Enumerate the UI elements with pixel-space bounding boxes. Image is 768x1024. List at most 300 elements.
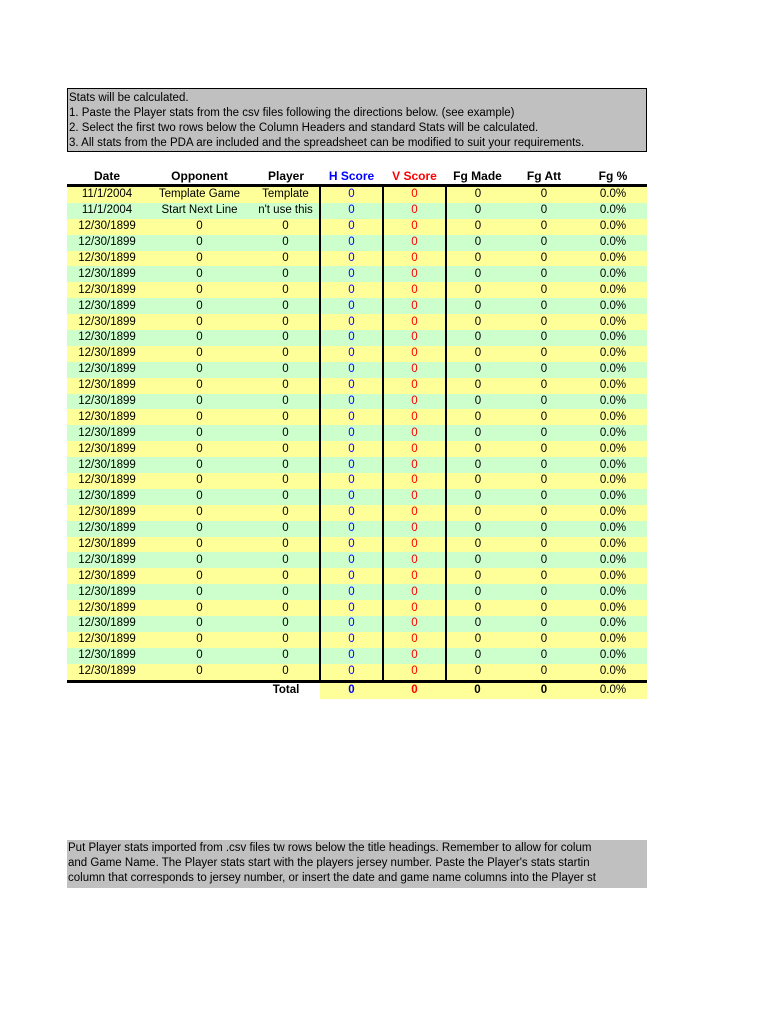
cell-opponent[interactable]: 0 [147,346,252,362]
cell-date[interactable]: 12/30/1899 [67,537,147,553]
cell-h-score[interactable]: 0 [320,568,383,584]
cell-fg-pct[interactable]: 0.0% [579,314,647,330]
cell-fg-made[interactable]: 0 [446,648,509,664]
cell-fg-pct[interactable]: 0.0% [579,632,647,648]
cell-fg-att[interactable]: 0 [509,378,579,394]
cell-h-score[interactable]: 0 [320,600,383,616]
cell-fg-pct[interactable]: 0.0% [579,616,647,632]
col-header-player[interactable]: Player [267,169,305,183]
cell-h-score[interactable]: 0 [320,489,383,505]
cell-h-score[interactable]: 0 [320,362,383,378]
table-row [67,282,647,298]
cell-opponent[interactable]: 0 [147,441,252,457]
cell-player[interactable]: 0 [252,251,320,267]
cell-v-score[interactable]: 0 [383,409,446,425]
total-blank-cell[interactable] [147,681,252,698]
cell-fg-att[interactable]: 0 [509,266,579,282]
cell-opponent[interactable]: 0 [147,489,252,505]
cell-opponent[interactable]: 0 [147,584,252,600]
cell-fg-att[interactable]: 0 [509,394,579,410]
table-row [67,632,647,648]
cell-player[interactable]: 0 [252,632,320,648]
cell-fg-att[interactable]: 0 [509,203,579,219]
cell-opponent[interactable]: 0 [147,616,252,632]
cell-fg-made[interactable]: 0 [446,600,509,616]
total-label[interactable]: Total [252,681,320,698]
cell-v-score[interactable]: 0 [383,394,446,410]
cell-date[interactable]: 12/30/1899 [67,632,147,648]
cell-fg-made[interactable]: 0 [446,568,509,584]
cell-fg-pct[interactable]: 0.0% [579,505,647,521]
table-row [67,489,647,505]
cell-fg-made[interactable]: 0 [446,409,509,425]
cell-v-score[interactable]: 0 [383,552,446,568]
cell-h-score[interactable]: 0 [320,282,383,298]
import-note-box[interactable] [67,840,647,888]
cell-v-score[interactable]: 0 [383,362,446,378]
cell-h-score[interactable]: 0 [320,441,383,457]
cell-opponent[interactable]: 0 [147,632,252,648]
cell-date[interactable]: 12/30/1899 [67,473,147,489]
total-v-score[interactable]: 0 [383,681,446,698]
cell-v-score[interactable]: 0 [383,441,446,457]
col-header-fg-att[interactable]: Fg Att [526,169,562,183]
cell-player[interactable]: 0 [252,282,320,298]
cell-fg-pct[interactable]: 0.0% [579,378,647,394]
cell-date[interactable]: 12/30/1899 [67,648,147,664]
table-row [67,568,647,584]
cell-player[interactable]: 0 [252,330,320,346]
cell-fg-att[interactable]: 0 [509,489,579,505]
cell-h-score[interactable]: 0 [320,251,383,267]
cell-fg-att[interactable]: 0 [509,235,579,251]
cell-fg-pct[interactable]: 0.0% [579,648,647,664]
cell-fg-att[interactable]: 0 [509,616,579,632]
table-row [67,552,647,568]
cell-opponent[interactable]: 0 [147,664,252,681]
import-note-line: Put Player stats imported from .csv files tw rows below the title headings. Remember to allow for colum [68,842,592,854]
cell-h-score[interactable]: 0 [320,409,383,425]
cell-h-score[interactable]: 0 [320,584,383,600]
cell-opponent[interactable]: 0 [147,394,252,410]
cell-fg-made[interactable]: 0 [446,473,509,489]
cell-opponent[interactable]: 0 [147,314,252,330]
cell-fg-pct[interactable]: 0.0% [579,568,647,584]
cell-fg-att[interactable]: 0 [509,330,579,346]
cell-opponent[interactable]: 0 [147,378,252,394]
cell-v-score[interactable]: 0 [383,489,446,505]
table-row [67,616,647,632]
cell-fg-made[interactable]: 0 [446,441,509,457]
cell-player[interactable]: 0 [252,664,320,681]
table-row [67,186,647,203]
table-row [67,473,647,489]
cell-player[interactable]: 0 [252,457,320,473]
cell-fg-pct[interactable]: 0.0% [579,600,647,616]
table-row [67,505,647,521]
cell-v-score[interactable]: 0 [383,473,446,489]
cell-h-score[interactable]: 0 [320,457,383,473]
cell-player[interactable]: 0 [252,362,320,378]
cell-h-score[interactable]: 0 [320,378,383,394]
cell-date[interactable]: 11/1/2004 [67,203,147,219]
cell-v-score[interactable]: 0 [383,584,446,600]
cell-v-score[interactable]: 0 [383,203,446,219]
cell-player[interactable]: 0 [252,394,320,410]
cell-h-score[interactable]: 0 [320,537,383,553]
cell-v-score[interactable]: 0 [383,648,446,664]
cell-fg-made[interactable]: 0 [446,266,509,282]
table-row [67,251,647,267]
cell-fg-made[interactable]: 0 [446,616,509,632]
cell-opponent[interactable]: 0 [147,266,252,282]
cell-fg-made[interactable]: 0 [446,521,509,537]
cell-player[interactable]: 0 [252,409,320,425]
cell-player[interactable]: 0 [252,346,320,362]
cell-v-score[interactable]: 0 [383,521,446,537]
cell-fg-pct[interactable]: 0.0% [579,584,647,600]
col-header-opponent[interactable]: Opponent [171,169,228,183]
cell-opponent[interactable]: 0 [147,409,252,425]
cell-date[interactable]: 12/30/1899 [67,664,147,681]
cell-fg-att[interactable]: 0 [509,568,579,584]
cell-h-score[interactable]: 0 [320,219,383,235]
cell-fg-pct[interactable]: 0.0% [579,362,647,378]
cell-date[interactable]: 12/30/1899 [67,552,147,568]
cell-player[interactable]: 0 [252,378,320,394]
cell-player[interactable]: 0 [252,537,320,553]
cell-opponent[interactable]: 0 [147,521,252,537]
cell-fg-pct[interactable]: 0.0% [579,664,647,681]
cell-fg-att[interactable]: 0 [509,537,579,553]
cell-date[interactable]: 12/30/1899 [67,457,147,473]
cell-h-score[interactable]: 0 [320,346,383,362]
cell-fg-pct[interactable]: 0.0% [579,282,647,298]
cell-fg-pct[interactable]: 0.0% [579,425,647,441]
import-note-line: column that corresponds to jersey number, or insert the date and game name columns into the Player st [68,872,597,884]
cell-fg-att[interactable]: 0 [509,648,579,664]
cell-opponent[interactable]: 0 [147,219,252,235]
cell-fg-pct[interactable]: 0.0% [579,203,647,219]
cell-date[interactable]: 12/30/1899 [67,616,147,632]
cell-fg-made[interactable]: 0 [446,378,509,394]
col-header-h-score[interactable]: H Score [328,169,375,183]
cell-v-score[interactable]: 0 [383,425,446,441]
cell-fg-made[interactable]: 0 [446,186,509,203]
cell-fg-att[interactable]: 0 [509,346,579,362]
cell-fg-pct[interactable]: 0.0% [579,457,647,473]
cell-date[interactable]: 12/30/1899 [67,314,147,330]
cell-date[interactable]: 12/30/1899 [67,505,147,521]
cell-fg-made[interactable]: 0 [446,537,509,553]
cell-player[interactable]: 0 [252,219,320,235]
cell-v-score[interactable]: 0 [383,235,446,251]
table-row [67,235,647,251]
cell-h-score[interactable]: 0 [320,648,383,664]
total-fg-made[interactable]: 0 [446,681,509,698]
table-row [67,441,647,457]
table-row [67,266,647,282]
cell-opponent[interactable]: Start Next Line [147,203,252,219]
cell-player[interactable]: 0 [252,425,320,441]
cell-date[interactable]: 12/30/1899 [67,219,147,235]
cell-fg-att[interactable]: 0 [509,409,579,425]
cell-date[interactable]: 12/30/1899 [67,409,147,425]
cell-opponent[interactable]: 0 [147,330,252,346]
cell-player[interactable]: 0 [252,584,320,600]
cell-opponent[interactable]: 0 [147,425,252,441]
cell-opponent[interactable]: Template Game [147,186,252,203]
cell-opponent[interactable]: 0 [147,282,252,298]
cell-v-score[interactable]: 0 [383,298,446,314]
cell-fg-made[interactable]: 0 [446,584,509,600]
cell-date[interactable]: 12/30/1899 [67,362,147,378]
cell-date[interactable]: 12/30/1899 [67,266,147,282]
cell-fg-made[interactable]: 0 [446,235,509,251]
cell-fg-pct[interactable]: 0.0% [579,219,647,235]
cell-date[interactable]: 12/30/1899 [67,425,147,441]
cell-player[interactable]: 0 [252,298,320,314]
cell-player[interactable]: 0 [252,505,320,521]
cell-fg-made[interactable]: 0 [446,330,509,346]
cell-fg-att[interactable]: 0 [509,457,579,473]
total-fg-pct[interactable]: 0.0% [579,681,647,698]
cell-fg-pct[interactable]: 0.0% [579,266,647,282]
cell-date[interactable]: 12/30/1899 [67,330,147,346]
cell-h-score[interactable]: 0 [320,616,383,632]
cell-fg-made[interactable]: 0 [446,219,509,235]
cell-fg-att[interactable]: 0 [509,362,579,378]
total-row [67,681,647,698]
cell-fg-att[interactable]: 0 [509,664,579,681]
cell-fg-made[interactable]: 0 [446,251,509,267]
cell-date[interactable]: 12/30/1899 [67,394,147,410]
cell-date[interactable]: 11/1/2004 [67,186,147,203]
cell-date[interactable]: 12/30/1899 [67,600,147,616]
cell-fg-pct[interactable]: 0.0% [579,441,647,457]
cell-v-score[interactable]: 0 [383,266,446,282]
cell-date[interactable]: 12/30/1899 [67,235,147,251]
cell-player[interactable]: 0 [252,489,320,505]
cell-h-score[interactable]: 0 [320,186,383,203]
cell-h-score[interactable]: 0 [320,314,383,330]
cell-date[interactable]: 12/30/1899 [67,489,147,505]
cell-fg-made[interactable]: 0 [446,489,509,505]
cell-fg-att[interactable]: 0 [509,505,579,521]
table-row [67,584,647,600]
total-h-score[interactable]: 0 [320,681,383,698]
cell-h-score[interactable]: 0 [320,394,383,410]
cell-v-score[interactable]: 0 [383,330,446,346]
cell-player[interactable]: n't use this [252,203,320,219]
table-row [67,457,647,473]
cell-v-score[interactable]: 0 [383,282,446,298]
cell-player[interactable]: 0 [252,568,320,584]
table-row [67,600,647,616]
cell-fg-made[interactable]: 0 [446,203,509,219]
total-blank-cell[interactable] [67,681,147,698]
cell-opponent[interactable]: 0 [147,298,252,314]
cell-fg-pct[interactable]: 0.0% [579,186,647,203]
cell-opponent[interactable]: 0 [147,600,252,616]
table-row [67,298,647,314]
header-row [67,168,647,186]
cell-fg-pct[interactable]: 0.0% [579,521,647,537]
cell-h-score[interactable]: 0 [320,664,383,681]
cell-fg-att[interactable]: 0 [509,314,579,330]
cell-h-score[interactable]: 0 [320,473,383,489]
cell-fg-att[interactable]: 0 [509,441,579,457]
cell-date[interactable]: 12/30/1899 [67,282,147,298]
cell-fg-att[interactable]: 0 [509,600,579,616]
cell-fg-pct[interactable]: 0.0% [579,473,647,489]
cell-fg-made[interactable]: 0 [446,394,509,410]
cell-opponent[interactable]: 0 [147,362,252,378]
cell-fg-made[interactable]: 0 [446,298,509,314]
cell-h-score[interactable]: 0 [320,632,383,648]
col-header-date[interactable]: Date [93,169,120,183]
cell-fg-made[interactable]: 0 [446,425,509,441]
cell-fg-made[interactable]: 0 [446,346,509,362]
cell-player[interactable]: 0 [252,521,320,537]
cell-date[interactable]: 12/30/1899 [67,568,147,584]
cell-v-score[interactable]: 0 [383,537,446,553]
cell-h-score[interactable]: 0 [320,203,383,219]
table-row [67,409,647,425]
cell-h-score[interactable]: 0 [320,552,383,568]
cell-v-score[interactable]: 0 [383,186,446,203]
cell-opponent[interactable]: 0 [147,568,252,584]
cell-date[interactable]: 12/30/1899 [67,298,147,314]
cell-player[interactable]: 0 [252,235,320,251]
cell-v-score[interactable]: 0 [383,314,446,330]
cell-player[interactable]: 0 [252,648,320,664]
cell-h-score[interactable]: 0 [320,235,383,251]
cell-fg-att[interactable]: 0 [509,219,579,235]
cell-fg-att[interactable]: 0 [509,584,579,600]
cell-opponent[interactable]: 0 [147,537,252,553]
cell-opponent[interactable]: 0 [147,473,252,489]
instruction-line: 1. Paste the Player stats from the csv files following the directions below. (see example) [69,107,515,119]
import-note-line: and Game Name. The Player stats start with the players jersey number. Paste the Player's stats startin [68,857,590,869]
table-row [67,219,647,235]
cell-fg-made[interactable]: 0 [446,457,509,473]
cell-v-score[interactable]: 0 [383,600,446,616]
cell-opponent[interactable]: 0 [147,235,252,251]
instructions-box[interactable] [67,88,647,152]
stats-table [67,168,647,699]
cell-player[interactable]: 0 [252,266,320,282]
cell-h-score[interactable]: 0 [320,266,383,282]
cell-fg-att[interactable]: 0 [509,298,579,314]
cell-date[interactable]: 12/30/1899 [67,346,147,362]
cell-date[interactable]: 12/30/1899 [67,584,147,600]
cell-player[interactable]: 0 [252,600,320,616]
cell-date[interactable]: 12/30/1899 [67,441,147,457]
cell-v-score[interactable]: 0 [383,378,446,394]
cell-fg-made[interactable]: 0 [446,552,509,568]
cell-fg-pct[interactable]: 0.0% [579,537,647,553]
cell-opponent[interactable]: 0 [147,457,252,473]
table-row [67,314,647,330]
cell-fg-pct[interactable]: 0.0% [579,251,647,267]
cell-fg-made[interactable]: 0 [446,505,509,521]
col-header-v-score[interactable]: V Score [392,169,437,183]
instruction-line: 2. Select the first two rows below the Column Headers and standard Stats will be calculated. [69,122,539,134]
cell-v-score[interactable]: 0 [383,632,446,648]
cell-v-score[interactable]: 0 [383,346,446,362]
cell-fg-att[interactable]: 0 [509,282,579,298]
cell-h-score[interactable]: 0 [320,298,383,314]
cell-fg-made[interactable]: 0 [446,282,509,298]
col-header-fg-pct[interactable]: Fg % [598,169,628,183]
cell-fg-att[interactable]: 0 [509,521,579,537]
cell-fg-made[interactable]: 0 [446,632,509,648]
cell-fg-pct[interactable]: 0.0% [579,409,647,425]
cell-v-score[interactable]: 0 [383,616,446,632]
cell-fg-att[interactable]: 0 [509,186,579,203]
cell-v-score[interactable]: 0 [383,219,446,235]
cell-date[interactable]: 12/30/1899 [67,521,147,537]
cell-fg-pct[interactable]: 0.0% [579,235,647,251]
cell-h-score[interactable]: 0 [320,330,383,346]
cell-date[interactable]: 12/30/1899 [67,251,147,267]
cell-v-score[interactable]: 0 [383,251,446,267]
cell-player[interactable]: Template [252,186,320,203]
table-row [67,664,647,681]
cell-fg-att[interactable]: 0 [509,473,579,489]
cell-fg-made[interactable]: 0 [446,314,509,330]
table-body [67,186,647,682]
cell-opponent[interactable]: 0 [147,505,252,521]
cell-fg-att[interactable]: 0 [509,552,579,568]
cell-h-score[interactable]: 0 [320,425,383,441]
cell-fg-made[interactable]: 0 [446,664,509,681]
cell-player[interactable]: 0 [252,616,320,632]
cell-player[interactable]: 0 [252,473,320,489]
cell-fg-pct[interactable]: 0.0% [579,394,647,410]
cell-fg-att[interactable]: 0 [509,632,579,648]
cell-date[interactable]: 12/30/1899 [67,378,147,394]
cell-v-score[interactable]: 0 [383,568,446,584]
col-header-fg-made[interactable]: Fg Made [453,169,502,183]
cell-opponent[interactable]: 0 [147,648,252,664]
cell-fg-att[interactable]: 0 [509,425,579,441]
cell-fg-pct[interactable]: 0.0% [579,552,647,568]
cell-h-score[interactable]: 0 [320,521,383,537]
table-row [67,346,647,362]
cell-fg-pct[interactable]: 0.0% [579,346,647,362]
table-row [67,521,647,537]
total-fg-att[interactable]: 0 [509,681,579,698]
cell-opponent[interactable]: 0 [147,552,252,568]
cell-v-score[interactable]: 0 [383,505,446,521]
cell-fg-pct[interactable]: 0.0% [579,330,647,346]
cell-fg-pct[interactable]: 0.0% [579,298,647,314]
cell-fg-made[interactable]: 0 [446,362,509,378]
cell-h-score[interactable]: 0 [320,505,383,521]
cell-fg-att[interactable]: 0 [509,251,579,267]
cell-player[interactable]: 0 [252,441,320,457]
cell-v-score[interactable]: 0 [383,457,446,473]
cell-player[interactable]: 0 [252,314,320,330]
table-row [67,537,647,553]
cell-v-score[interactable]: 0 [383,664,446,681]
cell-player[interactable]: 0 [252,552,320,568]
cell-fg-pct[interactable]: 0.0% [579,489,647,505]
stats-table-wrap [67,168,647,699]
cell-opponent[interactable]: 0 [147,251,252,267]
